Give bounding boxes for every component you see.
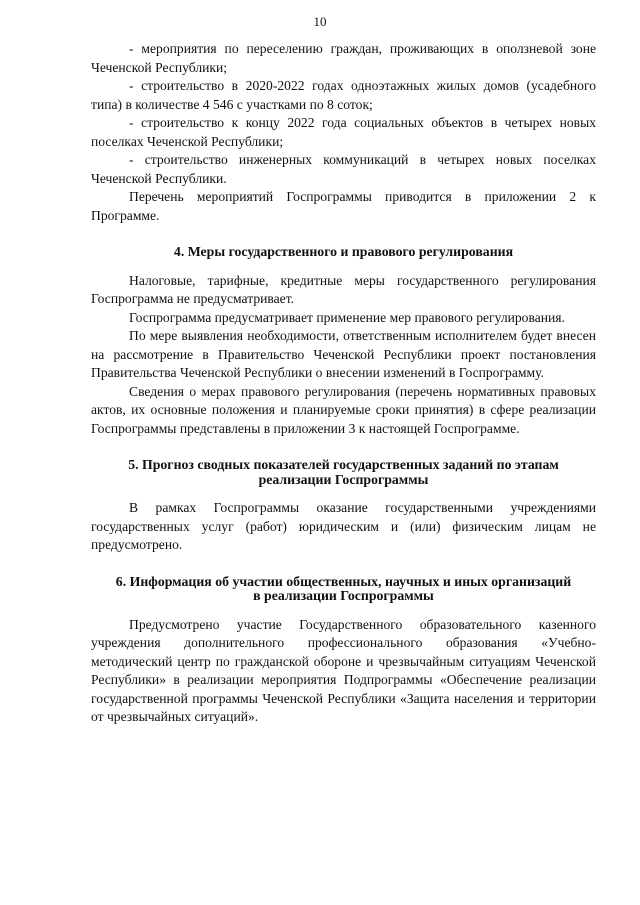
list-item: - мероприятия по переселению граждан, проживающих в оползневой зоне Чеченской Республики; — [91, 41, 596, 75]
section-6-heading-line-2: в реализации Госпрограммы — [253, 588, 434, 603]
section-4-paragraph: По мере выявления необходимости, ответственным исполнителем будет внесен на рассмотрение в Правительство Чеченской Республики проект постановления Правительства Чеченской Республики о внесении изменений в Госпрограмму. — [91, 328, 596, 380]
section-6-heading-line-1: 6. Информация об участии общественных, научных и иных организаций — [115, 573, 572, 589]
page-number: 10 — [313, 14, 327, 29]
section-4-paragraph: Сведения о мерах правового регулирования (перечень нормативных правовых актов, их основные положения и планируемые сроки принятия) в сфере реализации Госпрограммы представлены в приложении 3 к настоящей Госпрограмме. — [91, 383, 596, 436]
list-item: - строительство в 2020-2022 годах одноэтажных жилых домов (усадебного типа) в количестве 4 546 с участками по 8 соток; — [91, 78, 596, 112]
section-4-heading: 4. Меры государственного и правового регулирования — [173, 244, 514, 259]
list-item: - строительство к концу 2022 года социальных объектов в четырех новых поселках Чеченской Республики; — [91, 115, 596, 149]
list-item: - строительство инженерных коммуникаций в четырех новых поселках Чеченской Республики. — [91, 152, 596, 186]
section-5-paragraph: В рамках Госпрограммы оказание государственными учреждениями государственных услуг (работ) юридическим и (или) физическим лицам не предусмотрено. — [91, 500, 596, 552]
section-4-paragraph: Госпрограмма предусматривает применение мер правового регулирования. — [129, 309, 565, 325]
section-5-heading-line-1: 5. Прогноз сводных показателей государственных заданий по этапам — [128, 457, 559, 472]
intro-closing-paragraph: Перечень мероприятий Госпрограммы приводится в приложении 2 к Программе. — [91, 189, 596, 223]
section-4-paragraph: Налоговые, тарифные, кредитные меры государственного регулирования Госпрограмма не предусматривает. — [91, 272, 596, 306]
section-5-heading — [91, 458, 596, 487]
section-6-heading — [91, 575, 596, 604]
section-5-heading-line-2: реализации Госпрограммы — [258, 471, 429, 487]
document-body — [91, 40, 596, 727]
section-6-paragraph: Предусмотрено участие Государственного образовательного казенного учреждения дополнительного профессионального образования «Учебно-методический центр по гражданской обороне и чрезвычайным ситуациям Чеченской Республики» в реализации мероприятия Подпрограммы «Обеспечение реализации государственной программы Чеченской Республики «Защита населения и территории от чрезвычайных ситуаций». — [91, 616, 596, 724]
